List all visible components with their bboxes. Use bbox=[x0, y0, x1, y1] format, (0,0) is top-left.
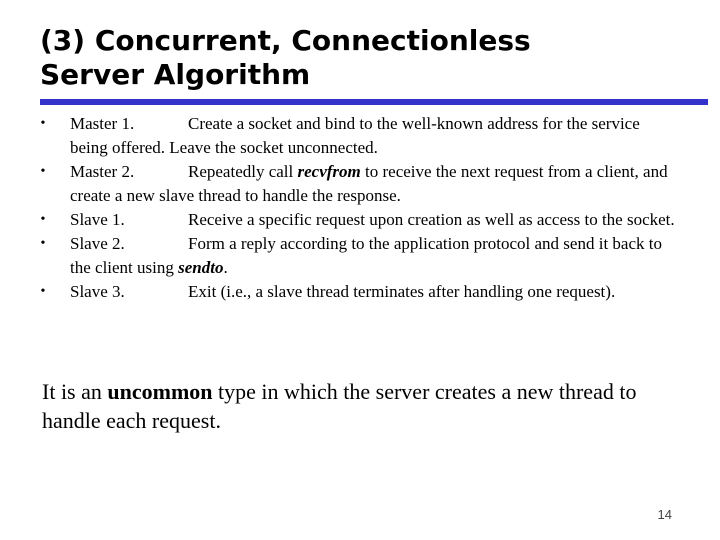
step-description: Form a reply according to the application protocol and send it back to the client using bbox=[70, 234, 662, 277]
bullet-marker: • bbox=[40, 164, 46, 179]
algorithm-steps-list bbox=[28, 112, 678, 304]
bullet-marker: • bbox=[40, 212, 46, 227]
step-label: Master 2. bbox=[70, 162, 135, 181]
list-item bbox=[28, 208, 678, 232]
list-item bbox=[28, 112, 678, 160]
title-line-1: (3) Concurrent, Connectionless bbox=[40, 24, 531, 57]
summary-paragraph bbox=[42, 377, 682, 435]
step-label: Master 1. bbox=[70, 114, 135, 133]
bullet-marker: • bbox=[40, 284, 46, 299]
step-description: Receive a specific request upon creation as well as access to the socket. bbox=[188, 210, 675, 229]
summary-text-tail: type in which the server creates a new thread to handle each request. bbox=[42, 379, 637, 433]
function-name-recvfrom: recvfrom bbox=[297, 162, 361, 181]
summary-emphasis: uncommon bbox=[107, 379, 213, 404]
step-description-tail: . bbox=[223, 258, 228, 277]
step-description: Create a socket and bind to the well-known address for the service being offered. Leave the socket unconnected. bbox=[70, 114, 640, 157]
step-label: Slave 1. bbox=[70, 210, 125, 229]
summary-text: It is an bbox=[42, 379, 108, 404]
title-divider bbox=[40, 99, 708, 105]
list-item bbox=[28, 160, 678, 208]
step-label: Slave 3. bbox=[70, 282, 125, 301]
list-item bbox=[28, 280, 678, 304]
step-label: Slave 2. bbox=[70, 234, 125, 253]
bullet-marker: • bbox=[40, 236, 46, 251]
step-description: Exit (i.e., a slave thread terminates after handling one request). bbox=[188, 282, 616, 301]
step-description-tail: to receive the next request from a client, and create a new slave thread to handle the response. bbox=[70, 162, 668, 205]
bullet-marker: • bbox=[40, 116, 46, 131]
title-line-2: Server Algorithm bbox=[40, 58, 311, 91]
slide-title bbox=[40, 24, 680, 92]
step-description: Repeatedly call bbox=[188, 162, 298, 181]
list-item bbox=[28, 232, 678, 280]
function-name-sendto: sendto bbox=[178, 258, 224, 277]
page-number: 14 bbox=[657, 507, 672, 522]
